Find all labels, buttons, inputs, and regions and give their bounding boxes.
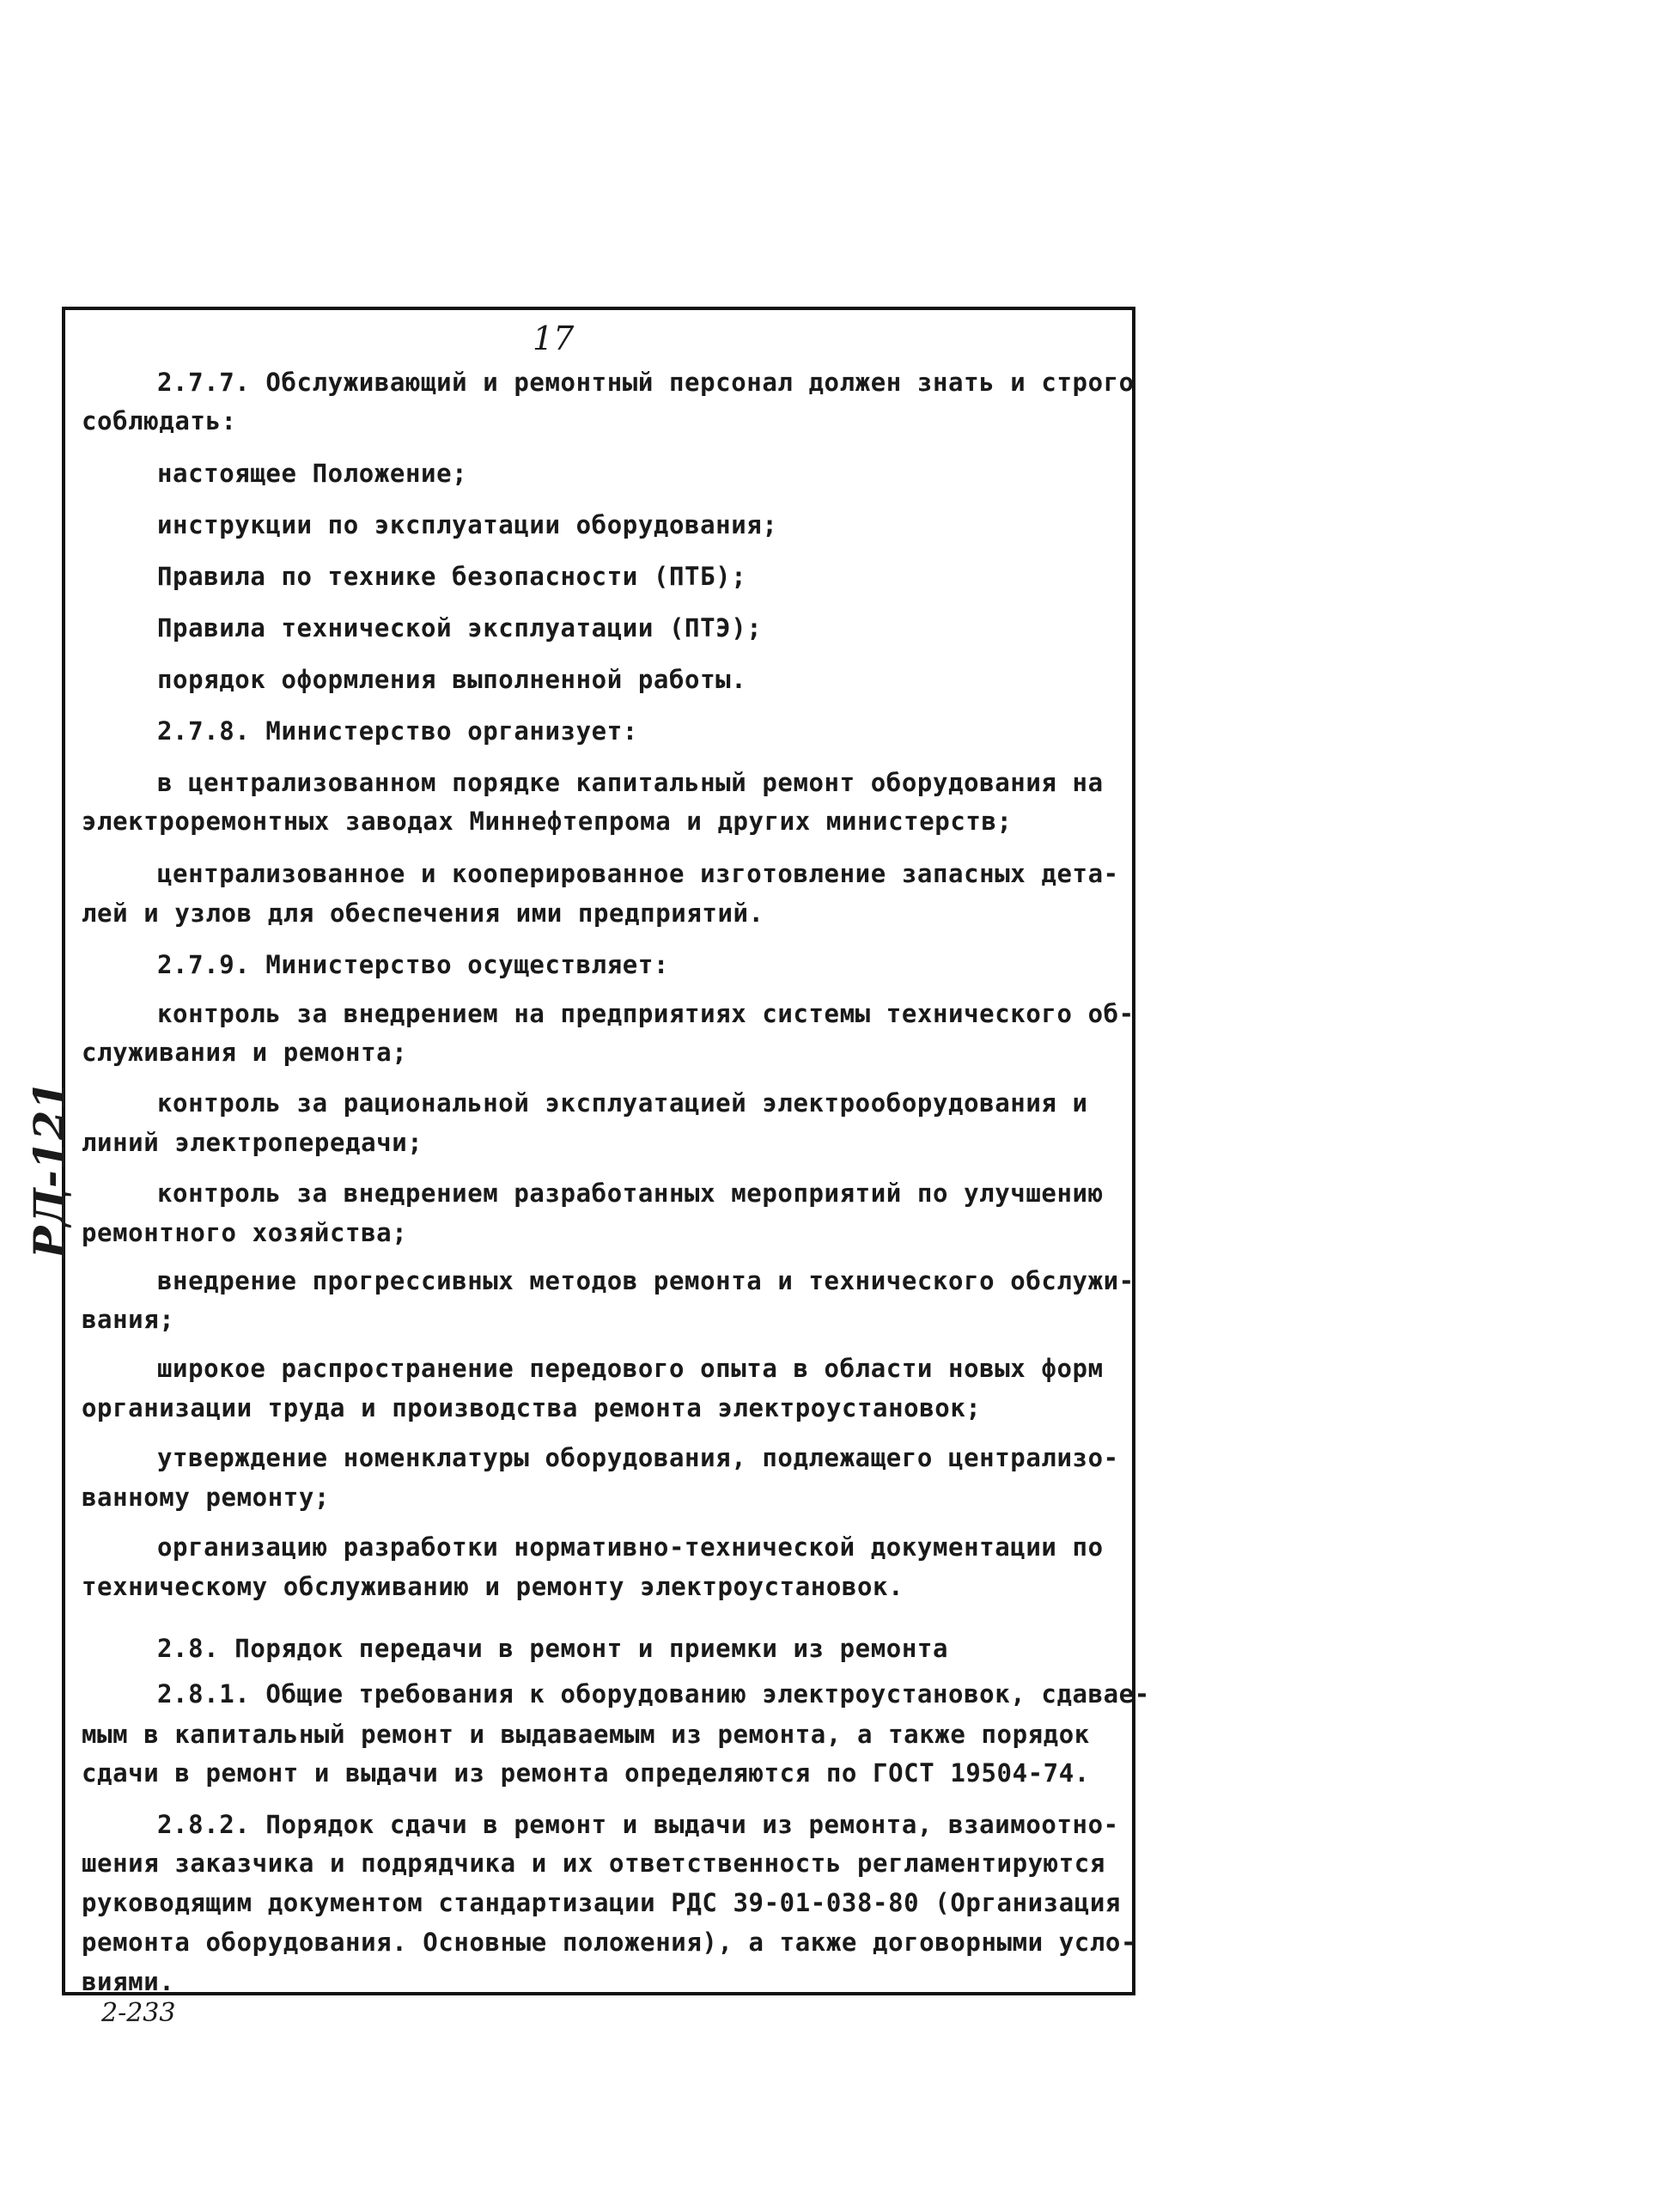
text-line: внедрение прогрессивных методов ремонта и технического обслужи- (157, 1266, 1135, 1295)
text-line: 2.7.7. Обслуживающий и ремонтный персонал должен знать и строго (157, 368, 1135, 397)
text-line: Правила технической эксплуатации (ПТЭ); (157, 613, 763, 643)
text-line: ремонтного хозяйства; (82, 1218, 408, 1247)
text-line: в централизованном порядке капитальный ремонт оборудования на (157, 768, 1104, 797)
text-line: 2.8. Порядок передачи в ремонт и приемки из ремонта (157, 1634, 949, 1663)
text-line: мым в капитальный ремонт и выдаваемым из ремонта, а также порядок (82, 1720, 1090, 1749)
text-line: 2.8.2. Порядок сдачи в ремонт и выдачи из ремонта, взаимоотно- (157, 1810, 1119, 1839)
text-line: 2.8.1. Общие требования к оборудованию электроустановок, сдавае- (157, 1679, 1150, 1709)
text-line: контроль за внедрением на предприятиях системы технического об- (157, 999, 1135, 1028)
text-line: соблюдать: (82, 406, 237, 436)
text-line: ремонта оборудования. Основные положения), а также договорными усло- (82, 1928, 1137, 1957)
footer-code: 2-233 (101, 1998, 176, 2028)
text-line: организации труда и производства ремонта электроустановок; (82, 1393, 982, 1422)
text-line: служивания и ремонта; (82, 1038, 408, 1067)
text-line: 2.7.9. Министерство осуществляет: (157, 950, 669, 979)
text-line: утверждение номенклатуры оборудования, подлежащего централизо- (157, 1443, 1119, 1472)
text-line: руководящим документом стандартизации РДС 39-01-038-80 (Организация (82, 1888, 1121, 1917)
text-line: Правила по технике безопасности (ПТБ); (157, 562, 747, 591)
text-line: инструкции по эксплуатации оборудования; (157, 510, 778, 539)
text-line: настоящее Положение; (157, 459, 468, 488)
text-line: линий электропередачи; (82, 1128, 423, 1157)
text-line: контроль за внедрением разработанных мероприятий по улучшению (157, 1179, 1104, 1208)
margin-handwritten-note: РД-121 (24, 1080, 75, 1258)
text-line: электроремонтных заводах Миннефтепрома и других министерств; (82, 807, 1013, 836)
text-line: централизованное и кооперированное изготовление запасных дета- (157, 859, 1119, 888)
text-line: сдачи в ремонт и выдачи из ремонта определяются по ГОСТ 19504-74. (82, 1758, 1090, 1788)
text-line: контроль за рациональной эксплуатацией электрооборудования и (157, 1088, 1088, 1118)
text-line: порядок оформления выполненной работы. (157, 665, 747, 694)
page-number: 17 (533, 320, 575, 357)
text-line: 2.7.8. Министерство организует: (157, 716, 638, 746)
text-line: техническому обслуживанию и ремонту электроустановок. (82, 1572, 904, 1601)
text-line: лей и узлов для обеспечения ими предприятий. (82, 899, 764, 928)
text-line: вания; (82, 1305, 175, 1334)
text-line: организацию разработки нормативно-технической документации по (157, 1532, 1104, 1562)
text-line: ванному ремонту; (82, 1483, 330, 1512)
text-line: виями. (82, 1967, 175, 1996)
text-line: широкое распространение передового опыта в области новых форм (157, 1354, 1104, 1383)
text-line: шения заказчика и подрядчика и их ответственность регламентируются (82, 1849, 1105, 1878)
